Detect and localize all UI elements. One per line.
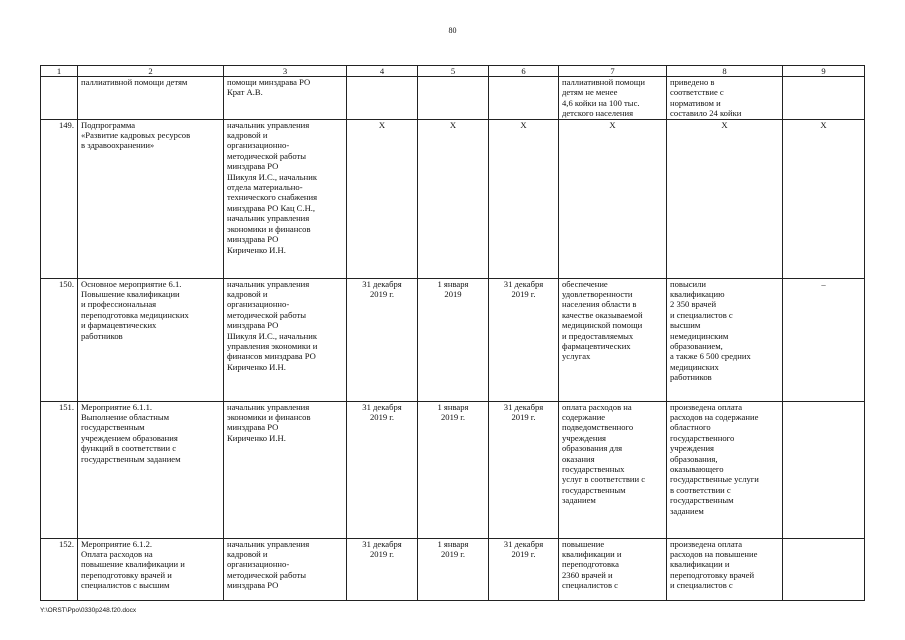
measure-name: Мероприятие 6.1.2. Оплата расходов на повышение квалификации и переподготовку врачей и специалистов с высшим <box>78 538 224 600</box>
expected-result: Х <box>559 119 667 278</box>
report-table <box>40 65 865 601</box>
actual-result: произведена оплата расходов на повышение квалификации и переподготовку врачей и специалистов с <box>667 538 783 600</box>
column-header: 3 <box>224 66 347 77</box>
expected-result: повышение квалификации и переподготовка 2360 врачей и специалистов с <box>559 538 667 600</box>
measure-name: Мероприятие 6.1.1. Выполнение областным государственным учреждением образования функций в соответствии с государственным заданием <box>78 401 224 538</box>
row-number: 150. <box>41 278 78 401</box>
column-header: 1 <box>41 66 78 77</box>
impl-date: 31 декабря 2019 г. <box>489 401 559 538</box>
column-header: 7 <box>559 66 667 77</box>
page-number: 80 <box>448 26 457 35</box>
impl-date: 31 декабря 2019 г. <box>489 278 559 401</box>
expected-result: обеспечение удовлетворенности населения области в качестве оказываемой медицинской помощи и предоставляемых фармацевтических услугах <box>559 278 667 401</box>
impl-date: 31 декабря 2019 г. <box>489 538 559 600</box>
row-number: 152. <box>41 538 78 600</box>
end-date: 31 декабря 2019 г. <box>347 401 418 538</box>
start-date: Х <box>418 119 489 278</box>
file-path: Y:\ORST\Ppo\0330p248.f20.docx <box>40 607 137 614</box>
measure-name: Основное мероприятие 6.1. Повышение квалификации и профессиональная переподготовка медицинских и фармацевтических работников <box>78 278 224 401</box>
problems: Х <box>783 119 865 278</box>
expected-result: паллиативной помощи детям не менее 4,6 койки на 100 тыс. детского населения <box>559 77 667 120</box>
problems: – <box>783 278 865 401</box>
responsible-person: начальник управления экономики и финансов минздрава РО Кириченко И.Н. <box>224 401 347 538</box>
responsible-person: помощи минздрава РО Крат А.В. <box>224 77 347 120</box>
actual-result: Х <box>667 119 783 278</box>
responsible-person: начальник управления кадровой и организационно- методической работы минздрава РО Шикуля И.С., начальник управления экономики и финансов минздрава РО Кириченко И.Н. <box>224 278 347 401</box>
row-number: 149. <box>41 119 78 278</box>
row-number: 151. <box>41 401 78 538</box>
column-header: 9 <box>783 66 865 77</box>
responsible-person: начальник управления кадровой и организационно- методической работы минздрава РО <box>224 538 347 600</box>
measure-name: Подпрограмма «Развитие кадровых ресурсов в здравоохранении» <box>78 119 224 278</box>
start-date: 1 января 2019 г. <box>418 401 489 538</box>
actual-result: произведена оплата расходов на содержание областного государственного учреждения образования, оказывающего государственные услуги в соответствии с государственным заданием <box>667 401 783 538</box>
impl-date <box>489 77 559 120</box>
start-date <box>418 77 489 120</box>
problems <box>783 401 865 538</box>
column-header: 4 <box>347 66 418 77</box>
end-date <box>347 77 418 120</box>
measure-name: паллиативной помощи детям <box>78 77 224 120</box>
column-header: 5 <box>418 66 489 77</box>
end-date: 31 декабря 2019 г. <box>347 278 418 401</box>
problems <box>783 77 865 120</box>
end-date: 31 декабря 2019 г. <box>347 538 418 600</box>
row-number <box>41 77 78 120</box>
start-date: 1 января 2019 <box>418 278 489 401</box>
actual-result: приведено в соответствие с нормативом и составило 24 койки <box>667 77 783 120</box>
column-header: 8 <box>667 66 783 77</box>
column-header: 2 <box>78 66 224 77</box>
responsible-person: начальник управления кадровой и организационно- методической работы минздрава РО Шикуля И.С., начальник отдела материально- технического снабжения минздрава РО Кац С.Н., начальник управления экономики и финансов минздрава РО Кириченко И.Н. <box>224 119 347 278</box>
column-header: 6 <box>489 66 559 77</box>
table-row <box>41 278 865 401</box>
table-row <box>41 401 865 538</box>
impl-date: Х <box>489 119 559 278</box>
problems <box>783 538 865 600</box>
table-row <box>41 77 865 120</box>
expected-result: оплата расходов на содержание подведомственного учреждения образования для оказания государственных услуг в соответствии с государственным заданием <box>559 401 667 538</box>
actual-result: повысили квалификацию 2 350 врачей и специалистов с высшим немедицинским образованием, а также 6 500 средних медицинских работников <box>667 278 783 401</box>
end-date: Х <box>347 119 418 278</box>
start-date: 1 января 2019 г. <box>418 538 489 600</box>
table-row <box>41 119 865 278</box>
table-header-row <box>41 66 865 77</box>
table-row <box>41 538 865 600</box>
